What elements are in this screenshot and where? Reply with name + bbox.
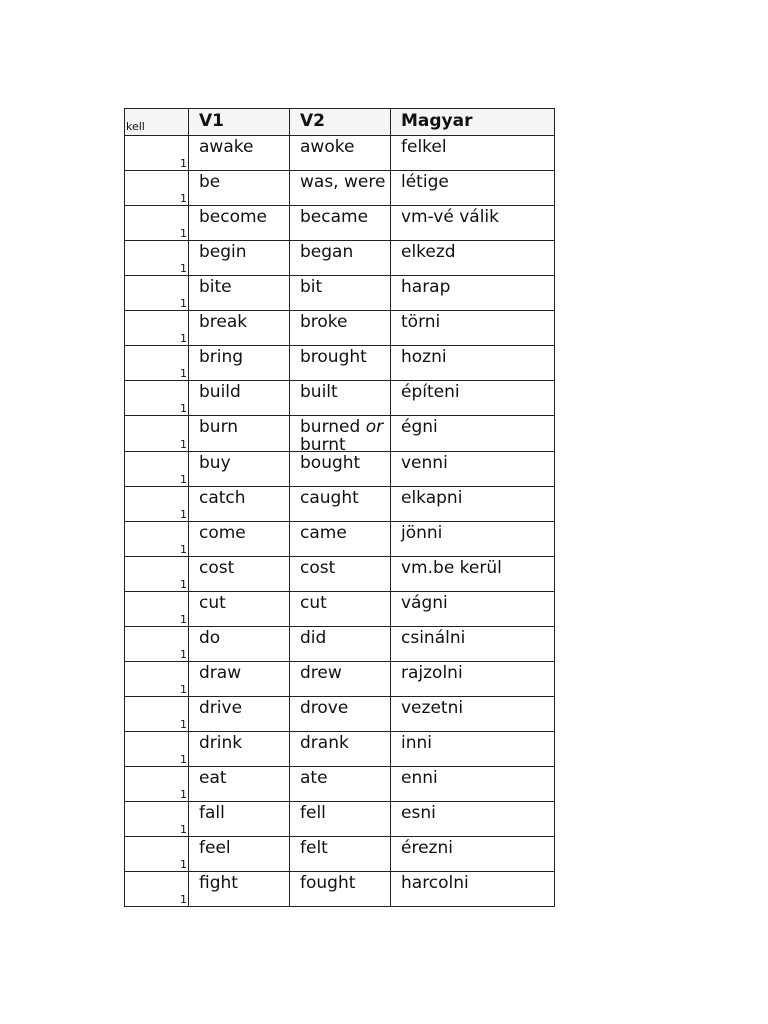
count-cell — [125, 487, 189, 522]
magyar-cell: jönni — [391, 522, 555, 557]
v1-cell: fight — [189, 872, 290, 907]
v2-cell: cost — [290, 557, 391, 592]
count-cell — [125, 241, 189, 276]
v2-cell: ate — [290, 767, 391, 802]
v2-cell: felt — [290, 837, 391, 872]
count-cell — [125, 627, 189, 662]
table-row — [125, 171, 555, 206]
magyar-cell: inni — [391, 732, 555, 767]
header-v1: V1 — [189, 109, 290, 136]
count-value: 1 — [180, 192, 187, 205]
verb-table — [124, 108, 555, 907]
magyar-cell: vágni — [391, 592, 555, 627]
count-value: 1 — [180, 718, 187, 731]
v2-or-word: or — [365, 418, 384, 437]
table-row — [125, 487, 555, 522]
magyar-cell: venni — [391, 452, 555, 487]
v1-cell: draw — [189, 662, 290, 697]
count-value: 1 — [180, 402, 187, 415]
v1-cell: buy — [189, 452, 290, 487]
table-row — [125, 767, 555, 802]
table-row — [125, 241, 555, 276]
count-value: 1 — [180, 823, 187, 836]
magyar-cell: elkezd — [391, 241, 555, 276]
count-cell — [125, 136, 189, 171]
v1-cell: be — [189, 171, 290, 206]
table-row — [125, 592, 555, 627]
magyar-cell: rajzolni — [391, 662, 555, 697]
v1-cell: begin — [189, 241, 290, 276]
v2-cell: caught — [290, 487, 391, 522]
table-row — [125, 206, 555, 241]
v2-cell: awoke — [290, 136, 391, 171]
count-cell — [125, 872, 189, 907]
v2-cell — [290, 416, 391, 452]
v1-cell: drive — [189, 697, 290, 732]
header-magyar: Magyar — [391, 109, 555, 136]
v1-cell: cost — [189, 557, 290, 592]
v1-cell: awake — [189, 136, 290, 171]
table-row — [125, 452, 555, 487]
magyar-cell: harcolni — [391, 872, 555, 907]
v1-cell: eat — [189, 767, 290, 802]
v2-cell: drank — [290, 732, 391, 767]
v2-cell: fell — [290, 802, 391, 837]
count-cell — [125, 732, 189, 767]
magyar-cell: égni — [391, 416, 555, 452]
v2-multi-value — [300, 418, 390, 451]
table-row — [125, 557, 555, 592]
v1-cell: bring — [189, 346, 290, 381]
v2-cell: cut — [290, 592, 391, 627]
v2-cell: bought — [290, 452, 391, 487]
magyar-cell: felkel — [391, 136, 555, 171]
count-value: 1 — [180, 297, 187, 310]
magyar-cell: esni — [391, 802, 555, 837]
count-cell — [125, 522, 189, 557]
count-value: 1 — [180, 508, 187, 521]
magyar-cell: elkapni — [391, 487, 555, 522]
v1-cell: bite — [189, 276, 290, 311]
v1-cell: burn — [189, 416, 290, 452]
count-cell — [125, 276, 189, 311]
count-value: 1 — [180, 332, 187, 345]
v2-cell: was, were — [290, 171, 391, 206]
count-value: 1 — [180, 753, 187, 766]
table-row — [125, 346, 555, 381]
count-value: 1 — [180, 543, 187, 556]
v1-cell: break — [189, 311, 290, 346]
v1-cell: feel — [189, 837, 290, 872]
count-value: 1 — [180, 788, 187, 801]
v1-cell: do — [189, 627, 290, 662]
v1-cell: cut — [189, 592, 290, 627]
table-row — [125, 416, 555, 452]
count-cell — [125, 697, 189, 732]
count-value: 1 — [180, 367, 187, 380]
v2-cell: drove — [290, 697, 391, 732]
v2-cell: began — [290, 241, 391, 276]
table-row — [125, 522, 555, 557]
table-row — [125, 872, 555, 907]
header-v2: V2 — [290, 109, 391, 136]
magyar-cell: csinálni — [391, 627, 555, 662]
v2-cell: broke — [290, 311, 391, 346]
table-row — [125, 837, 555, 872]
magyar-cell: létige — [391, 171, 555, 206]
v2-part-a: burned — [300, 418, 366, 437]
count-cell — [125, 381, 189, 416]
count-cell — [125, 662, 189, 697]
v2-cell: bit — [290, 276, 391, 311]
table-row — [125, 697, 555, 732]
count-value: 1 — [180, 893, 187, 906]
count-value: 1 — [180, 227, 187, 240]
v2-part-b: burnt — [300, 435, 346, 451]
v2-cell: became — [290, 206, 391, 241]
v2-cell: came — [290, 522, 391, 557]
count-cell — [125, 592, 189, 627]
count-cell — [125, 346, 189, 381]
count-cell — [125, 802, 189, 837]
count-value: 1 — [180, 648, 187, 661]
count-value: 1 — [180, 683, 187, 696]
count-cell — [125, 837, 189, 872]
count-value: 1 — [180, 858, 187, 871]
count-value: 1 — [180, 578, 187, 591]
magyar-cell: vezetni — [391, 697, 555, 732]
v1-cell: drink — [189, 732, 290, 767]
magyar-cell: érezni — [391, 837, 555, 872]
v1-cell: become — [189, 206, 290, 241]
count-value: 1 — [180, 473, 187, 486]
v1-cell: build — [189, 381, 290, 416]
v2-cell: fought — [290, 872, 391, 907]
magyar-cell: törni — [391, 311, 555, 346]
count-value: 1 — [180, 438, 187, 451]
count-cell — [125, 416, 189, 452]
magyar-cell: hozni — [391, 346, 555, 381]
v1-cell: come — [189, 522, 290, 557]
v2-cell: brought — [290, 346, 391, 381]
count-cell — [125, 767, 189, 802]
v2-cell: drew — [290, 662, 391, 697]
v2-cell: did — [290, 627, 391, 662]
count-value: 1 — [180, 613, 187, 626]
count-value: 1 — [180, 157, 187, 170]
table-row — [125, 136, 555, 171]
table-row — [125, 662, 555, 697]
count-cell — [125, 452, 189, 487]
table-row — [125, 802, 555, 837]
header-row — [125, 109, 555, 136]
count-cell — [125, 311, 189, 346]
count-cell — [125, 206, 189, 241]
count-cell — [125, 171, 189, 206]
table-row — [125, 311, 555, 346]
magyar-cell: enni — [391, 767, 555, 802]
v1-cell: catch — [189, 487, 290, 522]
table-row — [125, 627, 555, 662]
magyar-cell: építeni — [391, 381, 555, 416]
table-row — [125, 732, 555, 767]
magyar-cell: vm.be kerül — [391, 557, 555, 592]
magyar-cell: vm-vé válik — [391, 206, 555, 241]
table-row — [125, 381, 555, 416]
count-cell — [125, 557, 189, 592]
header-kell: kell — [125, 109, 189, 136]
magyar-cell: harap — [391, 276, 555, 311]
count-value: 1 — [180, 262, 187, 275]
v1-cell: fall — [189, 802, 290, 837]
v2-cell: built — [290, 381, 391, 416]
table-row — [125, 276, 555, 311]
